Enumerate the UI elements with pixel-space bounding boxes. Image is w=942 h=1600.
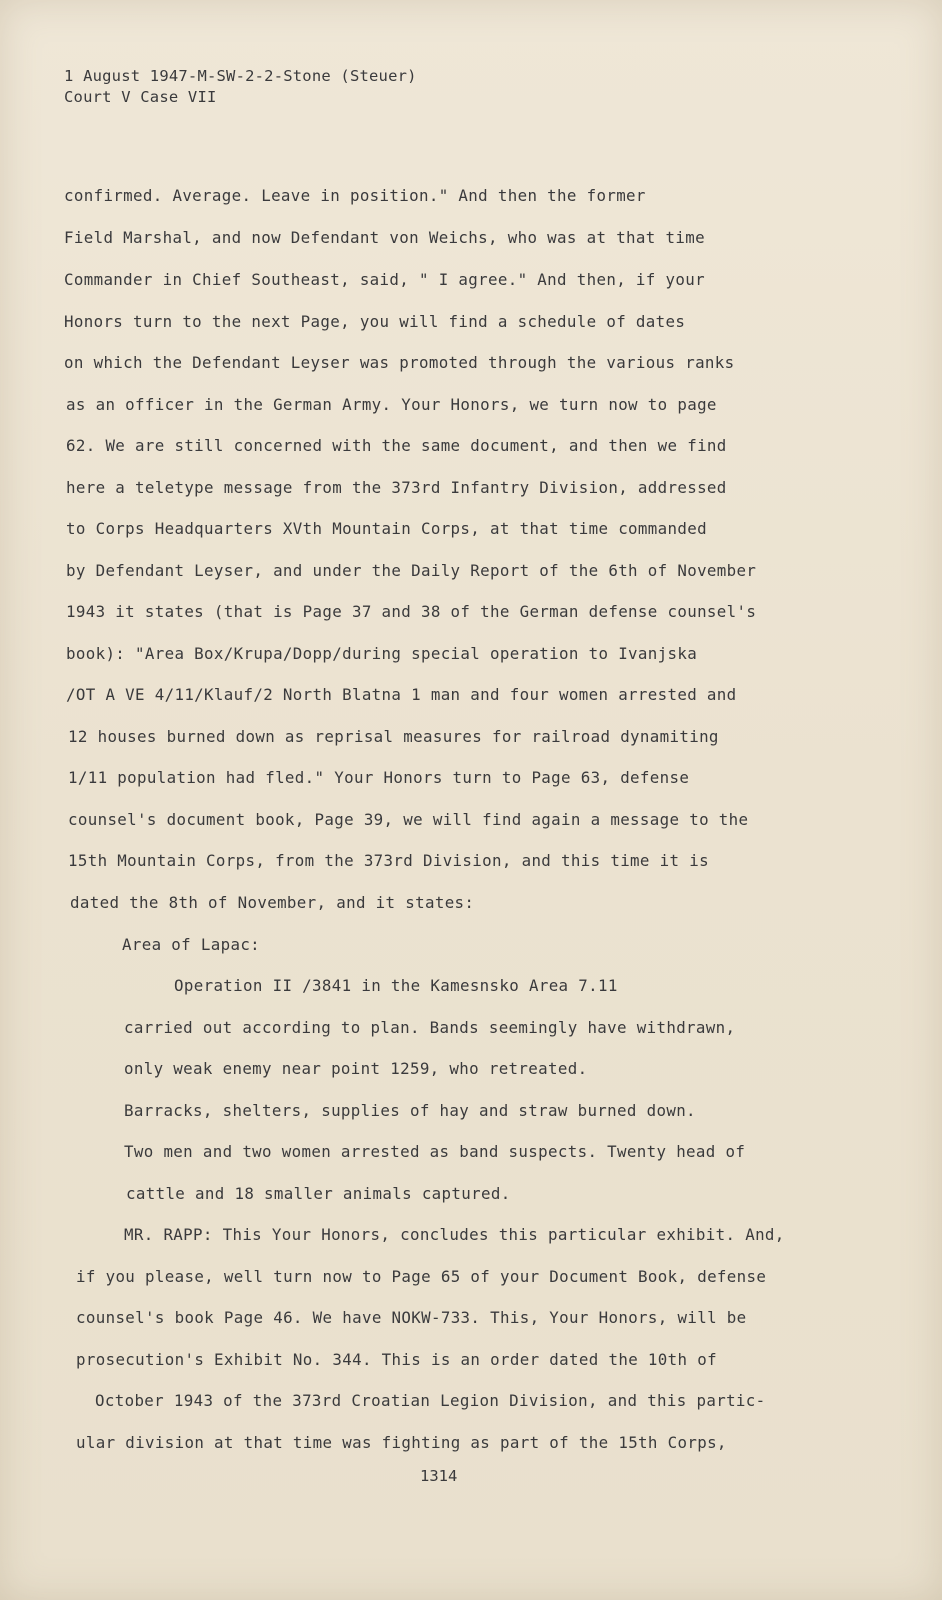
transcript-line: to Corps Headquarters XVth Mountain Corps, at that time commanded <box>66 519 707 538</box>
transcript-line: Barracks, shelters, supplies of hay and straw burned down. <box>124 1101 696 1120</box>
transcript-line: Field Marshal, and now Defendant von Weichs, who was at that time <box>64 228 705 247</box>
transcript-line: here a teletype message from the 373rd Infantry Division, addressed <box>66 478 727 497</box>
transcript-line: October 1943 of the 373rd Croatian Legion Division, and this partic- <box>95 1391 766 1410</box>
transcript-line: cattle and 18 smaller animals captured. <box>126 1184 511 1203</box>
transcript-line: confirmed. Average. Leave in position." And then the former <box>64 186 646 205</box>
transcript-line: ular division at that time was fighting as part of the 15th Corps, <box>76 1433 727 1452</box>
transcript-line: 1/11 population had fled." Your Honors turn to Page 63, defense <box>68 768 690 787</box>
transcript-line: on which the Defendant Leyser was promoted through the various ranks <box>64 353 735 372</box>
transcript-line: 15th Mountain Corps, from the 373rd Division, and this time it is <box>68 851 709 870</box>
transcript-line: /OT A VE 4/11/Klauf/2 North Blatna 1 man and four women arrested and <box>66 685 737 704</box>
transcript-line: Area of Lapac: <box>122 935 261 954</box>
page-number: 1314 <box>420 1467 458 1485</box>
transcript-line: by Defendant Leyser, and under the Daily Report of the 6th of November <box>66 561 757 580</box>
transcript-line: counsel's book Page 46. We have NOKW-733. This, Your Honors, will be <box>76 1308 747 1327</box>
transcript-line: only weak enemy near point 1259, who retreated. <box>124 1059 588 1078</box>
transcript-line: prosecution's Exhibit No. 344. This is an order dated the 10th of <box>76 1350 717 1369</box>
header-line-court: Court V Case VII <box>64 88 217 106</box>
transcript-line: book): "Area Box/Krupa/Dopp/during special operation to Ivanjska <box>66 644 698 663</box>
transcript-line: MR. RAPP: This Your Honors, concludes this particular exhibit. And, <box>124 1225 785 1244</box>
header-line-date: 1 August 1947-M-SW-2-2-Stone (Steuer) <box>64 67 417 85</box>
transcript-line: dated the 8th of November, and it states: <box>70 893 475 912</box>
transcript-line: if you please, well turn now to Page 65 of your Document Book, defense <box>76 1267 767 1286</box>
transcript-line: as an officer in the German Army. Your Honors, we turn now to page <box>66 395 717 414</box>
transcript-line: Honors turn to the next Page, you will find a schedule of dates <box>64 312 686 331</box>
document-header <box>64 66 417 108</box>
transcript-line: 12 houses burned down as reprisal measures for railroad dynamiting <box>68 727 719 746</box>
transcript-line: 1943 it states (that is Page 37 and 38 of the German defense counsel's <box>66 602 757 621</box>
transcript-line: Operation II /3841 in the Kamesnsko Area 7.11 <box>174 976 618 995</box>
transcript-line: 62. We are still concerned with the same document, and then we find <box>66 436 727 455</box>
transcript-line: counsel's document book, Page 39, we will find again a message to the <box>68 810 749 829</box>
transcript-line: carried out according to plan. Bands seemingly have withdrawn, <box>124 1018 736 1037</box>
transcript-line: Commander in Chief Southeast, said, " I agree." And then, if your <box>64 270 705 289</box>
transcript-line: Two men and two women arrested as band suspects. Twenty head of <box>124 1142 746 1161</box>
